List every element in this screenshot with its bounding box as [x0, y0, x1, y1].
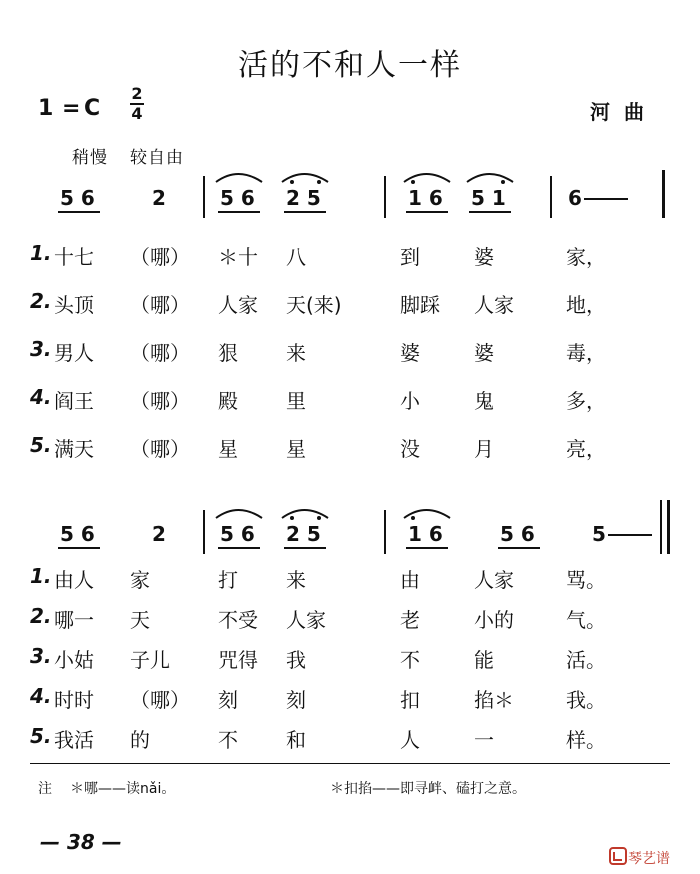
note-group: 2	[152, 522, 166, 546]
lyric-cell: 人家	[218, 293, 258, 317]
lyric-cell: （哪）	[130, 389, 190, 413]
lyric-cell: 由	[400, 568, 420, 592]
lyric-cell: 多，	[566, 389, 606, 413]
lyric-cell: 婆	[474, 341, 494, 365]
key-letter: C	[84, 96, 101, 121]
verse-number: 2.	[30, 289, 52, 313]
lyric-cell: 咒得	[218, 648, 258, 672]
note-group: 5 6	[220, 522, 255, 546]
verse-number: 5.	[30, 724, 52, 748]
lyric-cell: 能	[474, 648, 494, 672]
lyric-cell: 人家	[286, 608, 326, 632]
lyric-cell: 星	[218, 437, 238, 461]
note-group: 2 5	[286, 186, 321, 210]
time-signature-bottom: 4	[131, 104, 143, 123]
note-group: 2 5	[286, 522, 321, 546]
lyric-cell: 狠	[218, 341, 238, 365]
lyric-cell: 时时	[54, 688, 94, 712]
lyric-cell: （哪）	[130, 245, 190, 269]
note-group: 6	[568, 186, 582, 210]
lyric-cell: 由人	[54, 568, 94, 592]
lyric-cell: 殿	[218, 389, 238, 413]
lyric-cell: （哪）	[130, 341, 190, 365]
lyric-cell: 男人	[54, 341, 94, 365]
lyric-cell: 头顶	[54, 293, 94, 317]
lyric-cell: 刻	[286, 688, 306, 712]
lyric-cell: 人家	[474, 293, 514, 317]
lyric-cell: 阎王	[54, 389, 94, 413]
lyric-cell: 我	[286, 648, 306, 672]
lyric-cell: 毒，	[566, 341, 606, 365]
page-title: 活的不和人一样	[238, 48, 462, 83]
lyric-cell: 满天	[54, 437, 94, 461]
lyric-cell: 地，	[566, 293, 606, 317]
key-number: 1	[38, 96, 54, 121]
lyric-cell: 脚踩	[400, 293, 440, 317]
lyric-cell: 刻	[218, 688, 238, 712]
footnote-1: ＊哪——读nǎi。	[70, 781, 176, 797]
lyric-cell: 的	[130, 728, 150, 752]
lyric-cell: 婆	[400, 341, 420, 365]
note-group: 5 6	[60, 522, 95, 546]
verse-number: 4.	[30, 684, 52, 708]
verse-number: 5.	[30, 433, 52, 457]
lyric-cell: 样。	[566, 728, 606, 752]
lyric-cell: 婆	[474, 245, 494, 269]
lyric-cell: 不	[400, 648, 420, 672]
lyric-cell: 小	[400, 389, 420, 413]
origin-label: 河曲	[590, 100, 658, 124]
lyric-cell: 没	[400, 437, 420, 461]
verse-number: 3.	[30, 337, 52, 361]
watermark-text: 琴艺谱	[628, 851, 670, 867]
time-signature-top: 2	[131, 84, 143, 103]
lyric-cell: 扣	[400, 688, 420, 712]
lyric-cell: 来	[286, 568, 306, 592]
lyric-cell: 人家	[474, 568, 514, 592]
lyric-cell: 八	[286, 245, 306, 269]
lyric-cell: 小姑	[54, 648, 94, 672]
lyric-cell: 家	[130, 568, 150, 592]
note-group: 1 6	[408, 186, 443, 210]
watermark-logo-icon	[608, 846, 628, 866]
lyric-cell: 活。	[566, 648, 606, 672]
tempo-marking-2: 较自由	[130, 148, 184, 168]
note-group: 1 6	[408, 522, 443, 546]
note-group: 2	[152, 186, 166, 210]
verse-number: 1.	[30, 564, 52, 588]
lyric-cell: 打	[218, 568, 238, 592]
lyric-cell: 老	[400, 608, 420, 632]
lyric-cell: 哪一	[54, 608, 94, 632]
lyric-cell: 天	[130, 608, 150, 632]
lyric-cell: 亮，	[566, 437, 606, 461]
verse-number: 1.	[30, 241, 52, 265]
lyric-cell: 不受	[218, 608, 258, 632]
lyric-cell: 星	[286, 437, 306, 461]
lyric-cell: 人	[400, 728, 420, 752]
lyric-cell: 月	[474, 437, 494, 461]
lyric-cell: 小的	[474, 608, 514, 632]
lyric-cell: （哪）	[130, 293, 190, 317]
lyric-cell: 气。	[566, 608, 606, 632]
verse-number: 2.	[30, 604, 52, 628]
footnote-2: ＊扣掐——即寻衅、磕打之意。	[330, 781, 526, 797]
lyric-cell: 掐＊	[474, 688, 514, 712]
key-equals: =	[62, 96, 81, 121]
lyric-cell: 和	[286, 728, 306, 752]
lyric-cell: 里	[286, 389, 306, 413]
note-group: 5 6	[500, 522, 535, 546]
lyric-cell: （哪）	[130, 437, 190, 461]
verse-number: 4.	[30, 385, 52, 409]
lyric-cell: 我活	[54, 728, 94, 752]
lyric-cell: 一	[474, 728, 494, 752]
lyric-cell: 十七	[54, 245, 94, 269]
tempo-marking: 稍慢	[72, 148, 108, 168]
lyric-cell: （哪）	[130, 688, 190, 712]
note-group: 5	[592, 522, 606, 546]
lyric-cell: 天(来)	[286, 293, 342, 317]
note-group: 5 6	[220, 186, 255, 210]
lyric-cell: 来	[286, 341, 306, 365]
lyric-cell: 到	[400, 245, 420, 269]
lyric-cell: 不	[218, 728, 238, 752]
note-group: 5 1	[471, 186, 506, 210]
verse-number: 3.	[30, 644, 52, 668]
page-number: — 38 —	[40, 830, 122, 854]
lyric-cell: ＊十	[218, 245, 258, 269]
lyric-cell: 骂。	[566, 568, 606, 592]
footnote-label: 注	[38, 781, 52, 797]
lyric-cell: 我。	[566, 688, 606, 712]
note-group: 5 6	[60, 186, 95, 210]
lyric-cell: 子儿	[130, 648, 170, 672]
lyric-cell: 家，	[566, 245, 606, 269]
lyric-cell: 鬼	[474, 389, 494, 413]
